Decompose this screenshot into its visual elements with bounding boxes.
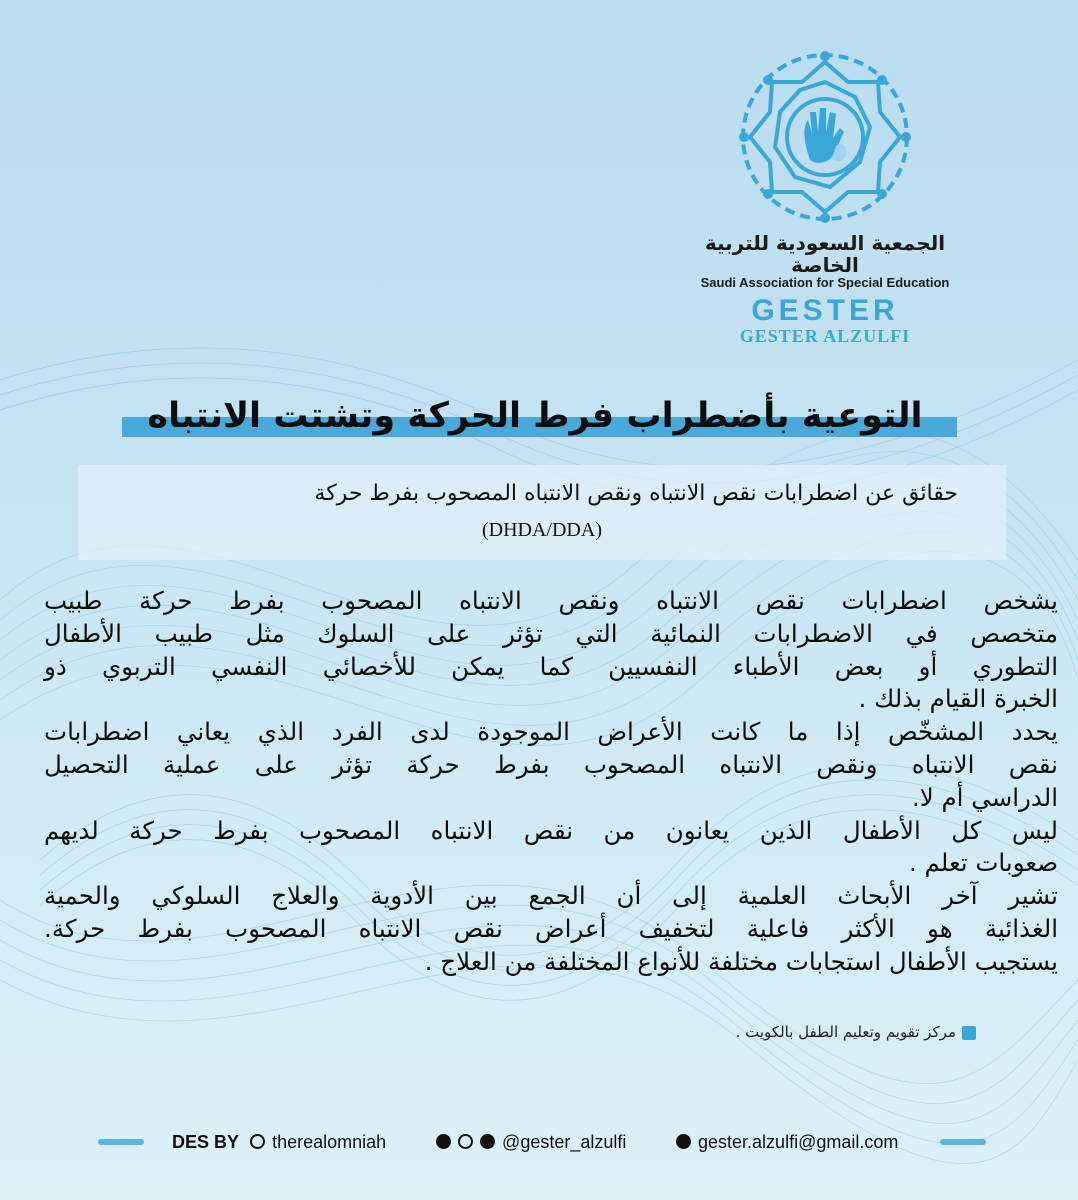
social-handle-group xyxy=(436,1122,626,1162)
body-line: الخبرة القيام بذلك . xyxy=(858,684,1058,714)
logo-brand: GESTER xyxy=(751,294,899,327)
designer-handle[interactable]: therealomniah xyxy=(272,1132,387,1152)
logo-arabic-name: الجمعية السعودية للتربية الخاصة xyxy=(704,231,946,277)
subtitle-line-1: حقائق عن اضطرابات نقص الانتباه ونقص الانتباه المصحوب بفرط حركة xyxy=(314,481,958,506)
body-line: تشير آخر الأبحاث العلمية إلى أن الجمع بين الأدوية والعلاج السلوكي والحمية xyxy=(44,881,1058,911)
email-icon xyxy=(676,1134,691,1149)
body-line: نقص الانتباه ونقص الانتباه المصحوب بفرط حركة تؤثر على عملية التحصيل xyxy=(44,749,1058,779)
email-address[interactable]: gester.alzulfi@gmail.com xyxy=(698,1132,899,1152)
association-logo xyxy=(690,42,960,346)
source-text: مركز تقويم وتعليم الطفل بالكويت . xyxy=(735,1023,956,1041)
body-line: متخصص في الاضطرابات النمائية التي تؤثر على السلوك مثل طبيب الأطفال xyxy=(44,618,1058,648)
body-line: الغذائية هو الأكثر فاعلية لتخفيف أعراض نقص الانتباه المصحوب بفرط حركة. xyxy=(44,913,1058,943)
footer-dash-right xyxy=(940,1139,986,1145)
hand-icon xyxy=(804,108,846,163)
social-handle[interactable]: @gester_alzulfi xyxy=(502,1132,627,1152)
snapchat-icon[interactable] xyxy=(480,1134,495,1149)
footer xyxy=(0,1122,1078,1162)
des-by-label: DES BY xyxy=(172,1132,240,1152)
twitter-icon[interactable] xyxy=(436,1134,451,1149)
body-line: يحدد المشخّص إذا ما كانت الأعراض الموجودة لدى الفرد الذي يعاني اضطرابات xyxy=(44,717,1058,747)
designer-credit xyxy=(172,1122,386,1162)
body-line: الدراسي أم لا. xyxy=(911,782,1058,812)
logo-emblem xyxy=(730,42,920,232)
subtitle-line-2: (DHDA/DDA) xyxy=(482,519,602,541)
body-line: يشخص اضطرابات نقص الانتباه ونقص الانتباه المصحوب بفرط حركة طبيب xyxy=(44,586,1058,615)
logo-brand-sub: GESTER ALZULFI xyxy=(739,326,911,346)
page-title: التوعية بأضطراب فرط الحركة وتشتت الانتباه xyxy=(147,396,923,436)
logo-english-name: Saudi Association for Special Education xyxy=(700,275,950,290)
source-note xyxy=(600,1020,976,1044)
body-line: يستجيب الأطفال استجابات مختلفة للأنواع المختلفة من العلاج . xyxy=(424,946,1058,976)
body-text xyxy=(44,585,1058,979)
body-line: التطوري أو بعض الأطباء النفسيين كما يمكن للأخصائي النفسي التربوي ذو xyxy=(44,651,1058,681)
instagram-icon xyxy=(250,1134,265,1149)
instagram-icon[interactable] xyxy=(458,1134,473,1149)
body-line: ليس كل الأطفال الذين يعانون من نقص الانتباه المصحوب بفرط حركة لديهم xyxy=(44,815,1058,845)
body-line: صعوبات تعلم . xyxy=(908,848,1058,878)
footer-dash-left xyxy=(98,1139,144,1145)
email-group xyxy=(676,1122,898,1162)
book-icon xyxy=(962,1026,976,1040)
